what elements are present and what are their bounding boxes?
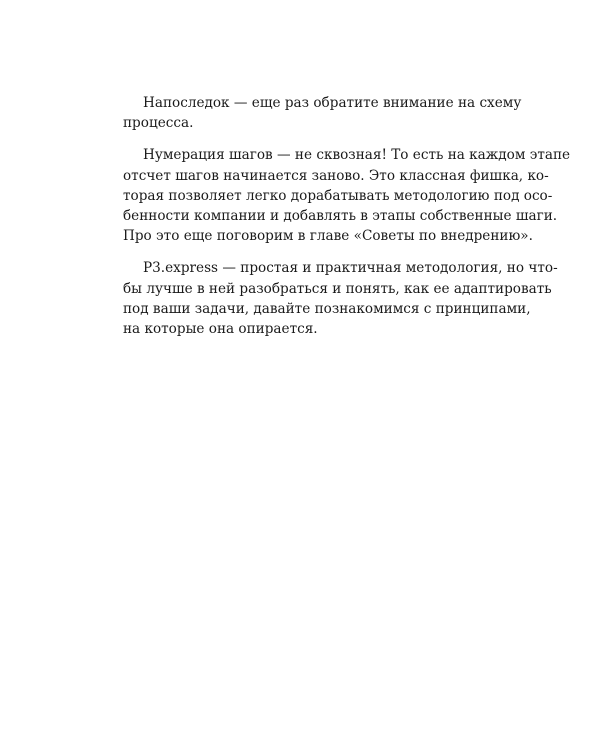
text-line: бы лучше в ней разобраться и понять, как ее адаптировать xyxy=(123,280,552,297)
text-line: бенности компании и добавлять в этапы собственные шаги. xyxy=(123,208,558,225)
body-text xyxy=(123,93,571,351)
text-line: Про это еще поговорим в главе «Советы по внедрению». xyxy=(123,228,533,245)
text-line: процесса. xyxy=(123,115,194,132)
paragraph-scheme-note xyxy=(123,93,522,133)
text-line: торая позволяет легко дорабатывать методологию под осо- xyxy=(123,187,553,204)
text-line: Нумерация шагов — не сквозная! То есть на каждом этапе xyxy=(143,147,571,164)
text-line: Напоследок — еще раз обратите внимание на схему xyxy=(143,95,522,111)
text-line: на которые она опирается. xyxy=(123,321,318,338)
paragraph-principles-intro xyxy=(123,258,558,339)
text-line: отсчет шагов начинается заново. Это классная фишка, ко- xyxy=(123,167,549,184)
text-line: под ваши задачи, давайте познакомимся с принципами, xyxy=(123,300,531,317)
text-line: P3.express — простая и практичная методология, но что- xyxy=(143,260,558,277)
paragraph-step-numbering xyxy=(123,145,571,246)
